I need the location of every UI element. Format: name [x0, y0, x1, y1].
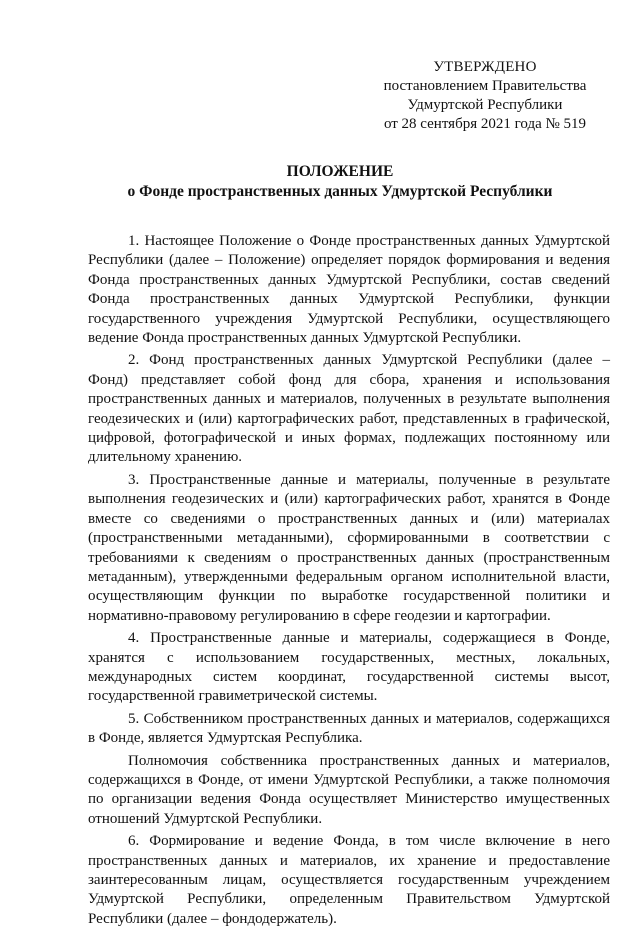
approval-line-1: постановлением Правительства	[383, 78, 587, 94]
paragraph-4: 4. Пространственные данные и материалы, содержащиеся в Фонде, хранятся с использованием государственных, местных, локальных, международных систем координат, государственной системы высот, государственной гравиметрической системы.	[88, 630, 610, 705]
paragraph-2: 2. Фонд пространственных данных Удмуртской Республики (далее – Фонд) представляет собой фонд для сбора, хранения и использования пространственных данных и материалов, полученных в результате выполнения геодезических и (или) картографических работ, представленных в графической, цифровой, фотографической и иных формах, подлежащих постоянному или длительному хранению.	[88, 352, 610, 466]
approval-heading: УТВЕРЖДЕНО	[433, 59, 537, 75]
document-body	[88, 232, 610, 932]
title-subtitle: о Фонде пространственных данных Удмуртской Республики	[127, 183, 553, 200]
approval-line-2: Удмуртской Республики	[407, 97, 563, 113]
paragraph-1: 1. Настоящее Положение о Фонде пространственных данных Удмуртской Республики (далее – Положение) определяет порядок формирования и ведения Фонда пространственных данных Удмуртской Республики, состав сведений Фонда пространственных данных Удмуртской Республики, функции государственного учреждения Удмуртской Республики, осуществляющего ведение Фонда пространственных данных Удмуртской Республики.	[88, 233, 610, 347]
paragraph-5-continued: Полномочия собственника пространственных данных и материалов, содержащихся в Фонде, от имени Удмуртской Республики, а также полномочия по организации ведения Фонда осуществляет Министерство имущественных отношений Удмуртской Республики.	[88, 752, 610, 827]
document-title	[60, 162, 620, 202]
title-main: ПОЛОЖЕНИЕ	[286, 163, 394, 180]
paragraph-5: 5. Собственником пространственных данных и материалов, содержащихся в Фонде, является Удмуртская Республика.	[88, 710, 610, 747]
approval-line-3: от 28 сентября 2021 года № 519	[383, 116, 587, 132]
approval-stamp	[360, 58, 610, 134]
paragraph-6: 6. Формирование и ведение Фонда, в том числе включение в него пространственных данных и материалов, их хранение и предоставление заинтересованным лицам, осуществляется государственным учреждением Удмуртской Республики, определенным Правительством Удмуртской Республики (далее – фондодержатель).	[88, 833, 610, 927]
paragraph-3: 3. Пространственные данные и материалы, полученные в результате выполнения геодезических и (или) картографических работ, хранятся в Фонде вместе со сведениями о пространственных данных и (или) материалах (пространственными метаданными), сформированными в соответствии с требованиями к сведениям о пространственных данных (пространственным метаданным), утвержденными федеральным органом исполнительной власти, осуществляющим функции по выработке государственной политики и нормативно-правовому регулированию в сфере геодезии и картографии.	[88, 471, 610, 624]
